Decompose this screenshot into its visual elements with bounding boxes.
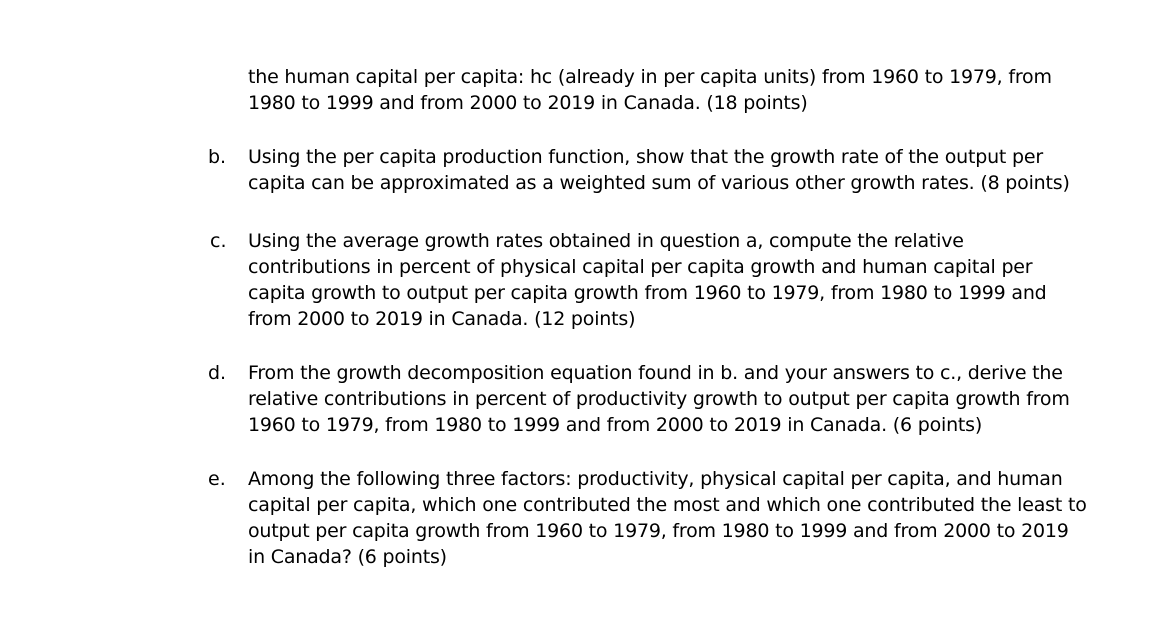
- item-marker-c: c.: [210, 230, 227, 252]
- question-d-text: [248, 360, 1070, 438]
- text-line: 1960 to 1979, from 1980 to 1999 and from 2000 to 2019 in Canada. (6 points): [248, 414, 983, 436]
- question-a-continuation: [248, 64, 1052, 116]
- text-line: From the growth decomposition equation found in b. and your answers to c., derive the: [248, 362, 1063, 384]
- text-line: capita growth to output per capita growth from 1960 to 1979, from 1980 to 1999 and: [248, 282, 1047, 304]
- text-line: relative contributions in percent of productivity growth to output per capita growth from: [248, 388, 1070, 410]
- text-line: from 2000 to 2019 in Canada. (12 points): [248, 308, 636, 330]
- item-marker-d: d.: [208, 362, 227, 384]
- text-line: output per capita growth from 1960 to 1979, from 1980 to 1999 and from 2000 to 2019: [248, 520, 1069, 542]
- question-c-text: [248, 228, 1047, 332]
- text-line: the human capital per capita: hc (already in per capita units) from 1960 to 1979, from: [248, 66, 1052, 88]
- question-b-text: [248, 144, 1070, 196]
- text-line: Using the average growth rates obtained in question a, compute the relative: [248, 230, 964, 252]
- text-line: Among the following three factors: productivity, physical capital per capita, and human: [248, 468, 1063, 490]
- text-line: contributions in percent of physical capital per capita growth and human capital per: [248, 256, 1033, 278]
- text-line: capital per capita, which one contributed the most and which one contributed the least to: [248, 494, 1087, 516]
- text-line: Using the per capita production function, show that the growth rate of the output per: [248, 146, 1043, 168]
- question-e-text: [248, 466, 1087, 570]
- text-line: 1980 to 1999 and from 2000 to 2019 in Canada. (18 points): [248, 92, 808, 114]
- item-marker-b: b.: [208, 146, 227, 168]
- item-marker-e: e.: [208, 468, 226, 490]
- text-line: in Canada? (6 points): [248, 546, 447, 568]
- text-line: capita can be approximated as a weighted sum of various other growth rates. (8 points): [248, 172, 1070, 194]
